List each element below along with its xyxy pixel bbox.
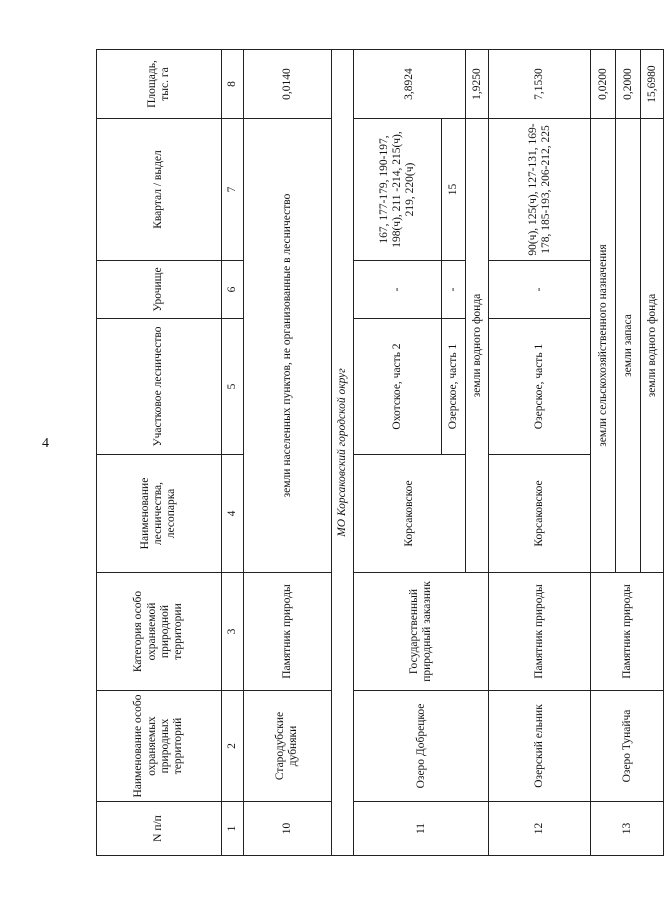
col-number-4: 4 (221, 455, 244, 573)
table-row-13 (591, 50, 616, 856)
section-title: МО Корсаковский городской округ (331, 50, 354, 856)
row11-district-1: Охотское, часть 2 (354, 319, 441, 455)
row11-tract-2: - (441, 261, 466, 319)
row12-area: 7,1530 (489, 50, 591, 119)
header-area: Площадь, тыс. га (97, 50, 222, 119)
header-row (97, 50, 222, 856)
header-num: N п/п (97, 802, 222, 856)
col-number-8: 8 (221, 50, 244, 119)
col-number-2: 2 (221, 691, 244, 802)
col-number-7: 7 (221, 119, 244, 261)
rotated-table-container (96, 50, 664, 856)
row13-agri-area: 0,0200 (591, 50, 616, 119)
row12-district: Озерское, часть 1 (489, 319, 591, 455)
row11-tract-1: - (354, 261, 441, 319)
col-number-1: 1 (221, 802, 244, 856)
row11-name: Озеро Добрецкое (354, 691, 489, 802)
row11-forestry: Корсаковское (354, 455, 466, 573)
section-row (331, 50, 354, 856)
col-number-5: 5 (221, 319, 244, 455)
row13-num: 13 (591, 802, 664, 856)
row13-water-land: земли водного фонда (641, 119, 664, 573)
table-row-10 (244, 50, 331, 856)
row13-reserve-land: земли запаса (616, 119, 641, 573)
header-district: Участковое лесничество (97, 319, 222, 455)
header-name: Наименование особо охраняемых природных территорий (97, 691, 222, 802)
row10-area: 0,0140 (244, 50, 331, 119)
col-number-3: 3 (221, 573, 244, 691)
header-quarter: Квартал / выдел (97, 119, 222, 261)
row11-num: 11 (354, 802, 489, 856)
table-row-12 (489, 50, 591, 856)
header-category: Категория особо охраняемой природной территории (97, 573, 222, 691)
col-number-6: 6 (221, 261, 244, 319)
row13-name: Озеро Тунайча (591, 691, 664, 802)
row12-quarter: 90(ч), 125(ч), 127-131, 169-178, 185-193, 206-212, 225 (489, 119, 591, 261)
row12-category: Памятник природы (489, 573, 591, 691)
page-number: 4 (42, 436, 49, 451)
row13-agri-land: земли сельскохозяйственного назначения (591, 119, 616, 573)
row10-num: 10 (244, 802, 331, 856)
header-forestry: Наименование лесничества, лесопарка (97, 455, 222, 573)
row13-water-area: 15,6980 (641, 50, 664, 119)
row13-category: Памятник природы (591, 573, 664, 691)
protected-areas-table (96, 49, 664, 856)
row11-district-2: Озерское, часть 1 (441, 319, 466, 455)
row12-num: 12 (489, 802, 591, 856)
row10-land-type: земли населенных пунктов, не организованные в лесничество (244, 119, 331, 573)
row10-category: Памятник природы (244, 573, 331, 691)
row12-name: Озерский ельник (489, 691, 591, 802)
row11-water-land: земли водного фонда (466, 119, 489, 573)
row11-quarter-1: 167, 177-179, 190-197, 198(ч), 211 -214, 215(ч), 219, 220(ч) (354, 119, 441, 261)
row10-name: Стародубские дубняки (244, 691, 331, 802)
header-tract: Урочище (97, 261, 222, 319)
column-number-row (221, 50, 244, 856)
row12-tract: - (489, 261, 591, 319)
row12-forestry: Корсаковское (489, 455, 591, 573)
row11-area: 3,8924 (354, 50, 466, 119)
row11-category: Государственный природный заказник (354, 573, 489, 691)
table-row-11 (354, 50, 441, 856)
row11-water-area: 1,9250 (466, 50, 489, 119)
row11-quarter-2: 15 (441, 119, 466, 261)
row13-reserve-area: 0,2000 (616, 50, 641, 119)
